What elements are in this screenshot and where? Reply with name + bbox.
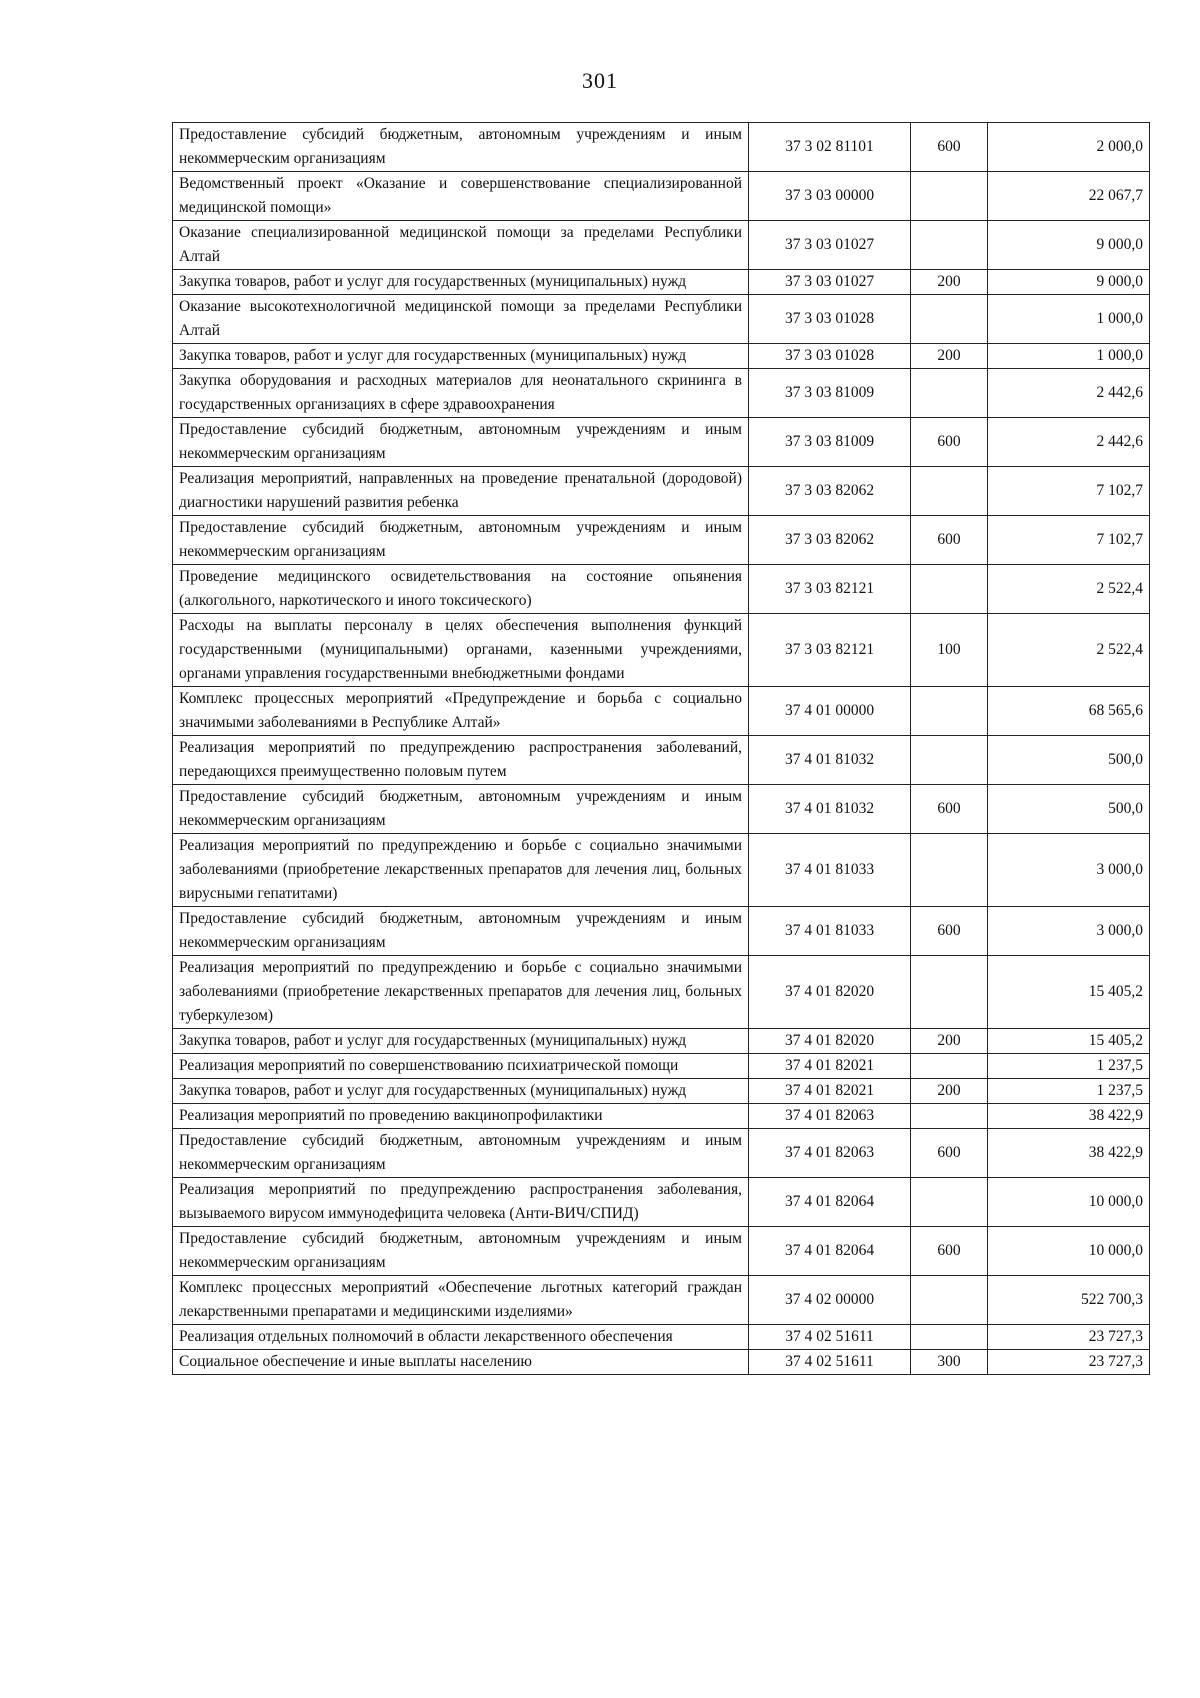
row-expense-type-cell (911, 467, 988, 516)
row-expense-type-cell: 200 (911, 344, 988, 369)
row-sum-cell: 1 237,5 (988, 1079, 1150, 1104)
budget-table (172, 122, 1150, 1375)
row-expense-type-cell (911, 1325, 988, 1350)
table-row (173, 295, 1150, 344)
table-row (173, 344, 1150, 369)
row-name-cell: Предоставление субсидий бюджетным, автономным учреждениям и иным некоммерческим организациям (173, 785, 749, 834)
row-code-cell: 37 3 02 81101 (749, 123, 911, 172)
budget-table-body (173, 123, 1150, 1375)
table-row (173, 1129, 1150, 1178)
table-row (173, 736, 1150, 785)
row-code-cell: 37 4 01 82021 (749, 1079, 911, 1104)
row-code-cell: 37 4 01 81033 (749, 907, 911, 956)
table-row (173, 1079, 1150, 1104)
table-row (173, 1104, 1150, 1129)
row-sum-cell: 9 000,0 (988, 270, 1150, 295)
row-code-cell: 37 4 01 82064 (749, 1227, 911, 1276)
row-name-cell: Комплекс процессных мероприятий «Обеспечение льготных категорий граждан лекарственными препаратами и медицинскими изделиями» (173, 1276, 749, 1325)
row-name-cell: Предоставление субсидий бюджетным, автономным учреждениям и иным некоммерческим организациям (173, 1227, 749, 1276)
row-code-cell: 37 3 03 81009 (749, 369, 911, 418)
row-name-cell: Предоставление субсидий бюджетным, автономным учреждениям и иным некоммерческим организациям (173, 907, 749, 956)
table-row (173, 1029, 1150, 1054)
table-row (173, 956, 1150, 1029)
row-sum-cell: 38 422,9 (988, 1129, 1150, 1178)
row-name-cell: Закупка товаров, работ и услуг для государственных (муниципальных) нужд (173, 1029, 749, 1054)
table-row (173, 907, 1150, 956)
table-row (173, 418, 1150, 467)
table-row (173, 614, 1150, 687)
row-expense-type-cell: 600 (911, 123, 988, 172)
row-sum-cell: 23 727,3 (988, 1325, 1150, 1350)
row-code-cell: 37 3 03 00000 (749, 172, 911, 221)
row-name-cell: Реализация отдельных полномочий в области лекарственного обеспечения (173, 1325, 749, 1350)
table-row (173, 687, 1150, 736)
row-expense-type-cell (911, 1054, 988, 1079)
row-code-cell: 37 4 01 82021 (749, 1054, 911, 1079)
row-sum-cell: 1 237,5 (988, 1054, 1150, 1079)
row-name-cell: Оказание специализированной медицинской помощи за пределами Республики Алтай (173, 221, 749, 270)
row-expense-type-cell: 600 (911, 1227, 988, 1276)
row-sum-cell: 10 000,0 (988, 1178, 1150, 1227)
row-name-cell: Закупка товаров, работ и услуг для государственных (муниципальных) нужд (173, 344, 749, 369)
table-row (173, 172, 1150, 221)
row-code-cell: 37 4 01 82020 (749, 1029, 911, 1054)
row-name-cell: Реализация мероприятий по предупреждению распространения заболеваний, передающихся преимущественно половым путем (173, 736, 749, 785)
table-row (173, 1276, 1150, 1325)
table-row (173, 123, 1150, 172)
row-expense-type-cell (911, 1178, 988, 1227)
row-name-cell: Закупка товаров, работ и услуг для государственных (муниципальных) нужд (173, 270, 749, 295)
page-number: 301 (582, 68, 618, 93)
row-sum-cell: 500,0 (988, 785, 1150, 834)
row-sum-cell: 3 000,0 (988, 834, 1150, 907)
row-name-cell: Закупка оборудования и расходных материалов для неонатального скрининга в государственных организациях в сфере здравоохранения (173, 369, 749, 418)
row-code-cell: 37 4 01 82063 (749, 1129, 911, 1178)
row-code-cell: 37 4 01 81032 (749, 785, 911, 834)
row-sum-cell: 2 442,6 (988, 369, 1150, 418)
row-sum-cell: 10 000,0 (988, 1227, 1150, 1276)
row-code-cell: 37 4 01 00000 (749, 687, 911, 736)
row-name-cell: Реализация мероприятий по предупреждению распространения заболевания, вызываемого вирусом иммунодефицита человека (Анти-ВИЧ/СПИД) (173, 1178, 749, 1227)
row-expense-type-cell: 600 (911, 907, 988, 956)
row-code-cell: 37 3 03 01027 (749, 221, 911, 270)
row-expense-type-cell: 600 (911, 785, 988, 834)
row-code-cell: 37 3 03 01028 (749, 344, 911, 369)
table-row (173, 516, 1150, 565)
row-code-cell: 37 4 02 51611 (749, 1325, 911, 1350)
row-expense-type-cell: 600 (911, 418, 988, 467)
row-sum-cell: 1 000,0 (988, 295, 1150, 344)
row-name-cell: Предоставление субсидий бюджетным, автономным учреждениям и иным некоммерческим организациям (173, 418, 749, 467)
row-sum-cell: 3 000,0 (988, 907, 1150, 956)
row-expense-type-cell (911, 687, 988, 736)
row-expense-type-cell (911, 1104, 988, 1129)
row-sum-cell: 15 405,2 (988, 1029, 1150, 1054)
table-row (173, 1054, 1150, 1079)
row-name-cell: Социальное обеспечение и иные выплаты населению (173, 1350, 749, 1375)
row-expense-type-cell (911, 172, 988, 221)
row-expense-type-cell (911, 295, 988, 344)
row-code-cell: 37 4 01 82063 (749, 1104, 911, 1129)
table-row (173, 1325, 1150, 1350)
row-name-cell: Комплекс процессных мероприятий «Предупреждение и борьба с социально значимыми заболеваниями в Республике Алтай» (173, 687, 749, 736)
row-code-cell: 37 3 03 81009 (749, 418, 911, 467)
row-expense-type-cell: 300 (911, 1350, 988, 1375)
row-name-cell: Реализация мероприятий по предупреждению и борьбе с социально значимыми заболеваниями (приобретение лекарственных препаратов для лечения лиц, больных вирусными гепатитами) (173, 834, 749, 907)
row-sum-cell: 9 000,0 (988, 221, 1150, 270)
row-sum-cell: 2 522,4 (988, 614, 1150, 687)
table-row (173, 1178, 1150, 1227)
row-code-cell: 37 4 01 81033 (749, 834, 911, 907)
row-expense-type-cell: 200 (911, 270, 988, 295)
row-sum-cell: 68 565,6 (988, 687, 1150, 736)
row-code-cell: 37 4 01 82020 (749, 956, 911, 1029)
row-name-cell: Предоставление субсидий бюджетным, автономным учреждениям и иным некоммерческим организациям (173, 516, 749, 565)
row-expense-type-cell (911, 369, 988, 418)
row-name-cell: Реализация мероприятий по проведению вакцинопрофилактики (173, 1104, 749, 1129)
row-expense-type-cell (911, 1276, 988, 1325)
row-name-cell: Предоставление субсидий бюджетным, автономным учреждениям и иным некоммерческим организациям (173, 123, 749, 172)
row-code-cell: 37 3 03 82062 (749, 467, 911, 516)
row-expense-type-cell: 600 (911, 1129, 988, 1178)
row-expense-type-cell (911, 565, 988, 614)
row-name-cell: Расходы на выплаты персоналу в целях обеспечения выполнения функций государственными (муниципальными) органами, казенными учреждениями, органами управления государственными внебюджетными фондами (173, 614, 749, 687)
table-row (173, 834, 1150, 907)
row-sum-cell: 1 000,0 (988, 344, 1150, 369)
row-name-cell: Предоставление субсидий бюджетным, автономным учреждениям и иным некоммерческим организациям (173, 1129, 749, 1178)
row-name-cell: Реализация мероприятий по совершенствованию психиатрической помощи (173, 1054, 749, 1079)
table-row (173, 1227, 1150, 1276)
row-expense-type-cell (911, 221, 988, 270)
table-row (173, 369, 1150, 418)
row-expense-type-cell (911, 956, 988, 1029)
row-sum-cell: 7 102,7 (988, 467, 1150, 516)
row-sum-cell: 23 727,3 (988, 1350, 1150, 1375)
row-sum-cell: 2 522,4 (988, 565, 1150, 614)
row-sum-cell: 38 422,9 (988, 1104, 1150, 1129)
table-row (173, 270, 1150, 295)
table-row (173, 565, 1150, 614)
row-code-cell: 37 3 03 01028 (749, 295, 911, 344)
row-code-cell: 37 3 03 82062 (749, 516, 911, 565)
row-code-cell: 37 3 03 82121 (749, 614, 911, 687)
table-row (173, 1350, 1150, 1375)
row-name-cell: Реализация мероприятий, направленных на проведение пренатальной (дородовой) диагностики нарушений развития ребенка (173, 467, 749, 516)
row-code-cell: 37 4 01 82064 (749, 1178, 911, 1227)
table-row (173, 785, 1150, 834)
row-code-cell: 37 3 03 01027 (749, 270, 911, 295)
row-expense-type-cell (911, 834, 988, 907)
row-sum-cell: 500,0 (988, 736, 1150, 785)
row-code-cell: 37 4 01 81032 (749, 736, 911, 785)
row-name-cell: Проведение медицинского освидетельствования на состояние опьянения (алкогольного, наркотического и иного токсического) (173, 565, 749, 614)
row-expense-type-cell (911, 736, 988, 785)
row-code-cell: 37 4 02 00000 (749, 1276, 911, 1325)
row-expense-type-cell: 200 (911, 1029, 988, 1054)
row-expense-type-cell: 100 (911, 614, 988, 687)
row-code-cell: 37 4 02 51611 (749, 1350, 911, 1375)
row-expense-type-cell: 200 (911, 1079, 988, 1104)
row-name-cell: Закупка товаров, работ и услуг для государственных (муниципальных) нужд (173, 1079, 749, 1104)
row-name-cell: Ведомственный проект «Оказание и совершенствование специализированной медицинской помощи» (173, 172, 749, 221)
table-row (173, 467, 1150, 516)
row-code-cell: 37 3 03 82121 (749, 565, 911, 614)
row-sum-cell: 522 700,3 (988, 1276, 1150, 1325)
row-expense-type-cell: 600 (911, 516, 988, 565)
row-sum-cell: 7 102,7 (988, 516, 1150, 565)
row-sum-cell: 2 442,6 (988, 418, 1150, 467)
row-sum-cell: 15 405,2 (988, 956, 1150, 1029)
row-name-cell: Оказание высокотехнологичной медицинской помощи за пределами Республики Алтай (173, 295, 749, 344)
row-name-cell: Реализация мероприятий по предупреждению и борьбе с социально значимыми заболеваниями (приобретение лекарственных препаратов для лечения лиц, больных туберкулезом) (173, 956, 749, 1029)
row-sum-cell: 22 067,7 (988, 172, 1150, 221)
row-sum-cell: 2 000,0 (988, 123, 1150, 172)
table-row (173, 221, 1150, 270)
